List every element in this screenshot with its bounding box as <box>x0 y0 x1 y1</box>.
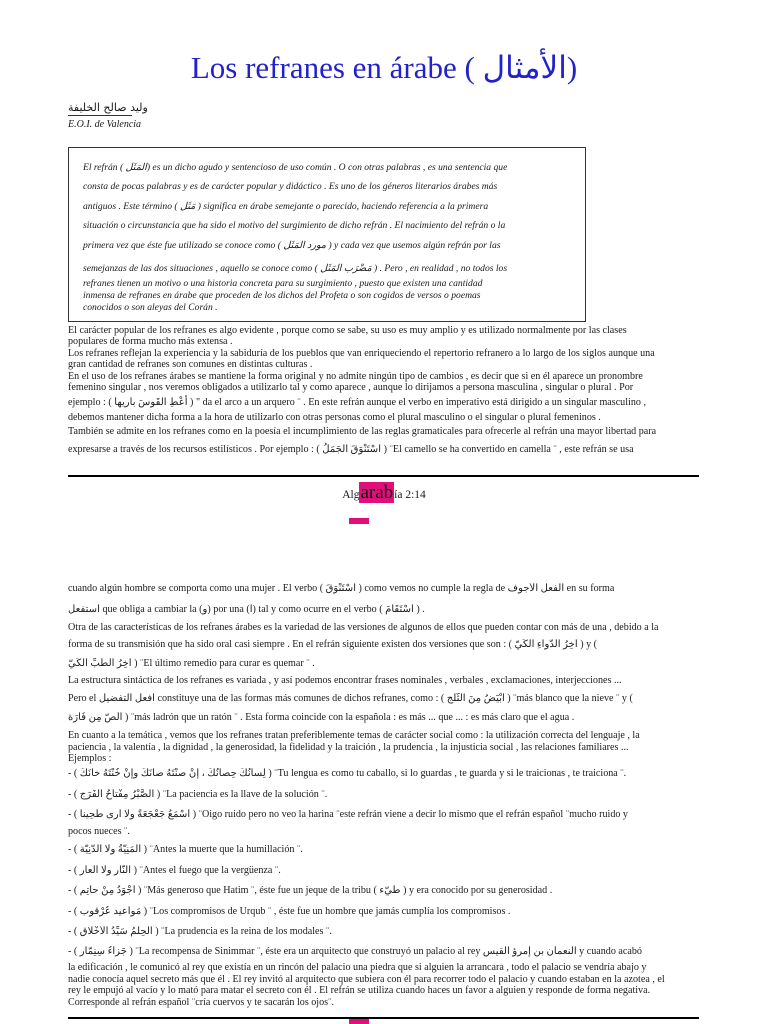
text-line: El carácter popular de los refranes es algo evidente , porque como se sabe, su uso es muy amplio y es utilizado normalmente por las clases <box>68 325 627 336</box>
example-item: - ( الصَّبْرُ مِفْتاحُ الفَرَج ) ¨La paciencia es la llave de la solución ¨. <box>68 789 328 800</box>
abstract-line: conocidos o son aleyas del Corán . <box>83 302 218 314</box>
example-item: - ( المَنِيَّةُ ولا الدَّنِيَّة ) ¨Antes la muerte que la humillación ¨. <box>68 844 303 855</box>
footer-prefix: Alg <box>342 489 360 501</box>
example-item: - ( مَواعيد عُرْقوب ) ¨Los compromisos de Urqub ¨ , éste fue un hombre que jamás cumplía los compromisos . <box>68 906 511 917</box>
text-line: En el uso de los refranes árabes se mantiene la forma original y no admite ningún tipo de cambios , es decir que si en él aparece un pronombre <box>68 370 643 382</box>
text-line: La estructura sintáctica de los refranes es variada , y así podemos encontrar frases nominales , verbales , exclamaciones, interjecciones ... <box>68 675 622 686</box>
text-line: nadie conocía aquel secreto más que él . El rey invitó al arquitecto que subiera con él para recorrer todo el palacio y cuando estaban en la azotea , el <box>68 973 665 985</box>
abstract-line: semejanzas de las dos situaciones , aquello se conoce como ( مَضْرَب المَثَل ) . Pero , en realidad , no todos los <box>83 263 508 275</box>
text-line: expresarse a través de los recursos estilísticos . Por ejemplo : ( اسْتَنْوَقَ الجَمَلُ ) ¨El camello se ha convertido en camella ¨ , este refrán se usa <box>68 444 634 456</box>
example-item: pocos nueces ¨. <box>68 826 130 837</box>
abstract-line: El refrán ( المَثَل) es un dicho agudo y sentencioso de uso común . O con otras palabras , es una sentencia que <box>83 162 508 173</box>
text-line: Otra de las características de los refranes árabes es la variedad de las versiones de algunos de ellos que pueden contar con más de una , debido a la <box>68 622 659 633</box>
text-line: paciencia , la valentía , la dignidad , la generosidad, la fidelidad y la traición , la prudencia , la injusticia social , las relaciones familiares ... <box>68 741 629 753</box>
text-line: populares de forma mucho más extensa . <box>68 336 233 348</box>
text-line: gran cantidad de refranes son comunes en distintas culturas . <box>68 359 313 371</box>
text-line: debemos mantener dicha forma a la hora de utilizarlo con otras personas como el plural masculino o el singular o plural femeninos . <box>68 412 601 424</box>
footer-suffix: ía 2:14 <box>394 489 426 501</box>
bottom-rule <box>68 1017 699 1019</box>
text-line: Ejemplos : <box>68 753 112 765</box>
text-line: آخِرُ الطِّبِّ الكَيّ ) ¨El último remedio para curar es quemar ¨ . <box>68 658 315 669</box>
example-item: - ( الحِلْمُ سَيِّدُ الأخْلاق ) ¨La prudencia es la reina de los modales ¨. <box>68 926 332 937</box>
author-school: E.O.I. de Valencia <box>68 119 142 130</box>
example-item: - ( أسْمَعُ جَعْجَعَةً ولا أرى طَحِيناً ) ¨Oigo ruido pero no veo la harina ¨este refrán viene a decir lo mismo que el refrán español ¨mucho ruido y <box>68 809 628 820</box>
example-item: - ( لِسانُكَ حِصانُكَ ، إنْ صنْتَهُ صانَكَ وإنْ خُنْتَهُ خانَكَ ) ¨Tu lengua es como tu caballo, si lo guardas , te guarda y si le traicionas , te traiciona ¨. <box>68 768 627 779</box>
text-line: استفعل que obliga a cambiar la (و) por una (ا) tal y como ocurre en el verbo ( اسْتَقَامَ ) . <box>68 604 425 615</box>
closing-paragraph <box>68 962 699 1008</box>
abstract-line: primera vez que éste fue utilizado se conoce como ( مورد المَثَل ) y cada vez que usemos algún refrán por las <box>83 239 501 251</box>
example-item: - ( النَّار ولا العار ) ¨Antes el fuego que la vergüenza ¨. <box>68 865 281 876</box>
abstract-line: refranes tienen un motivo o una historia concreta para su surgimiento , puesto que existen una cantidad <box>83 278 483 290</box>
text-line: Los refranes reflejan la experiencia y la sabiduría de los pueblos que van enriqueciendo el repertorio refranero a lo largo de los siglos aunque una <box>68 347 655 359</box>
author-name: وليد صالح الخليفة <box>68 101 148 114</box>
footer-rule <box>68 475 699 477</box>
highlight-mark <box>349 518 369 524</box>
abstract-line: antiguos . Este término ( مَثَل ) significa en árabe semejante o parecido, haciendo referencia a la primera <box>83 200 489 212</box>
text-line: forma de su transmisión que ha sido oral casi siempre . En el refrán siguiente existen dos versiones que son : ( آخِرُ الدَّواءِ الكَيّ ) y ( <box>68 639 598 650</box>
author-underline <box>68 115 132 116</box>
example-item: - ( جَزاءُ سِنِمّار ) ¨La recompensa de Sinimmar ¨, éste era un arquitecto que construyó un palacio al rey النعمان بن إمرؤ القيس y cuando acabó <box>68 946 642 957</box>
page-title: Los refranes en árabe ( الأمثال) <box>190 50 578 85</box>
footer-highlight: arab <box>360 482 394 503</box>
text-line: ألَصّ مِن فَارَة ) ¨más ladrón que un ratón ¨ . Esta forma coincide con la española : es más ... que ... : es más claro que el agua . <box>68 712 575 723</box>
abstract-line: inmensa de refranes en árabe que proceden de los dichos del Profeta o son cogidos de versos o poemas <box>83 290 481 302</box>
text-line: la edificación , le comunicó al rey que existía en un rincón del palacio una piedra que si alguien la arrancara , todo el palacio se vendría abajo y <box>68 962 647 973</box>
text-line: rey le empujó al vacío y lo mató para matar el secreto con él . El refrán se utiliza cuando haces un favor a alguien y responde de forma negativa. <box>68 985 651 997</box>
text-line: Corresponde al refrán español ¨cría cuervos y te sacarán los ojos¨. <box>68 996 334 1008</box>
text-line: También se admite en los refranes como en la poesía el incumplimiento de las reglas gramaticales para ofrecerle al refrán una mayor libertad para <box>68 425 657 437</box>
text-line: cuando algún hombre se comporta como una mujer . El verbo ( اسْتَنْوَقَ ) como vemos no cumple la regla de الفعل الأجوف en su forma <box>68 583 615 594</box>
themes-paragraph <box>68 730 699 765</box>
abstract-line: situación o circunstancia que ha sido el motivo del surgimiento de dicho refrán . El nacimiento del refrán o la <box>83 220 506 232</box>
abstract-box <box>68 147 586 322</box>
author-block <box>68 101 148 130</box>
text-line: En cuanto a la temática , vemos que los refranes tratan preferiblemente temas de carácter social como : la utilización correcta del lenguaje , la <box>68 730 640 741</box>
highlight-mark-bottom <box>349 1019 369 1024</box>
text-line: ejemplo : ( أعْطِ القَوسَ باريها ) " da el arco a un arquero ¨ . En este refrán aunque el verbo en imperativo está dirigido a un singular masculino , <box>68 397 646 409</box>
page-footer <box>0 482 768 504</box>
abstract-line: consta de pocas palabras y es de carácter popular y didáctico . Es uno de los géneros literarios árabes más <box>83 181 498 193</box>
text-line: femenino singular , nos veremos obligados a utilizarlo tal y como aparece , aunque lo dirijamos a persona masculina , singular o plural . Por <box>68 382 634 394</box>
text-line: Pero el أفعل التفضيل constituye una de las formas más comunes de dichos refranes, como : ( أبْيَضُ مِنَ الثَّلْج ) ¨más blanco que la nieve ¨ y ( <box>68 693 633 704</box>
intro-paragraphs <box>68 325 699 459</box>
example-item: - ( أجْوَدُ مِنْ حاتِم ) ¨Más generoso que Hatim ¨, éste fue un jeque de la tribu ( طَيّء ) y era conocido por su generosidad . <box>68 885 553 896</box>
